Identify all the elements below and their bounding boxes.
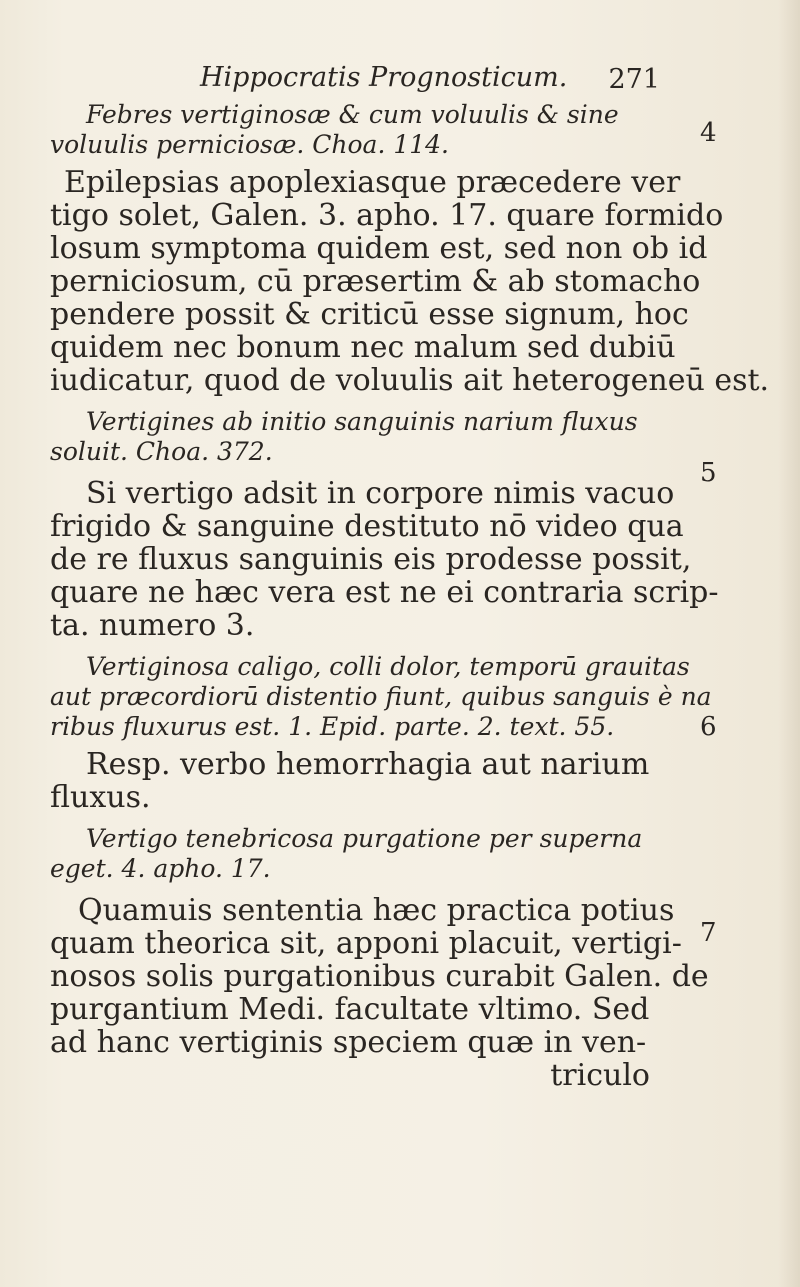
commentary-line: Si vertigo adsit in corpore nimis vacuo [86, 476, 675, 511]
aphorism-line: Vertigines ab initio sanguinis narium fluxus [86, 407, 638, 436]
commentary-line: nosos solis purgationibus curabit Galen. de [50, 959, 709, 994]
margin-number-7: 7 [700, 918, 717, 948]
aphorism-line: eget. 4. apho. 17. [50, 854, 271, 883]
aphorism-5 [50, 407, 660, 467]
aphorism-7 [50, 824, 660, 884]
commentary-line: losum symptoma quidem est, sed non ob id [50, 231, 708, 266]
margin-number-4: 4 [700, 118, 717, 148]
aphorism-line: soluit. Choa. 372. [50, 437, 273, 466]
aphorism-line: Febres vertiginosæ & cum voluulis & sine [86, 100, 619, 129]
margin-number-6: 6 [700, 712, 717, 742]
aphorism-line: ribus fluxurus est. 1. Epid. parte. 2. text. 55. [50, 712, 615, 741]
commentary-line: quare ne hæc vera est ne ei contraria scrip- [50, 575, 719, 610]
page-edge-shadow [778, 0, 800, 1287]
aphorism-line: Vertigo tenebricosa purgatione per superna [86, 824, 643, 853]
commentary-line: Resp. verbo hemorrhagia aut narium [86, 747, 650, 782]
commentary-line: purgantium Medi. facultate vltimo. Sed [50, 992, 650, 1027]
commentary-6 [50, 748, 660, 814]
aphorism-line: aut præcordiorū distentio fiunt, quibus sanguis è na [50, 682, 712, 711]
commentary-line: ta. numero 3. [50, 608, 255, 643]
commentary-5 [50, 476, 719, 643]
commentary-line: Quamuis sententia hæc practica potius [78, 893, 675, 928]
commentary-line: iudicatur, quod de voluulis ait heterogeneū est. [50, 363, 770, 398]
commentary-line: Epilepsias apoplexiasque præcedere ver [64, 165, 681, 200]
aphorism-6 [50, 652, 712, 742]
commentary-line: quam theorica sit, apponi placuit, vertigi- [50, 926, 682, 961]
page-number: 271 [608, 64, 660, 95]
commentary-line: ad hanc vertiginis speciem quæ in ven- [50, 1025, 647, 1060]
commentary-line: frigido & sanguine destituto nō video qua [50, 509, 684, 544]
commentary-line: de re fluxus sanguinis eis prodesse possit, [50, 542, 692, 577]
text-block [50, 62, 770, 1093]
aphorism-line: voluulis perniciosæ. Choa. 114. [50, 130, 449, 159]
commentary-line: perniciosum, cū præsertim & ab stomacho [50, 264, 701, 299]
commentary-line: quidem nec bonum nec malum sed dubiū [50, 330, 676, 365]
catchword: triculo [550, 1058, 650, 1093]
commentary-line: tigo solet, Galen. 3. apho. 17. quare formido [50, 198, 724, 233]
page-header [50, 62, 660, 100]
commentary-line: pendere possit & criticū esse signum, hoc [50, 297, 689, 332]
margin-number-5: 5 [700, 458, 717, 488]
running-head: Hippocratis Prognosticum. [200, 62, 568, 93]
aphorism-line: Vertiginosa caligo, colli dolor, temporū grauitas [86, 652, 690, 681]
commentary-line: fluxus. [50, 780, 151, 815]
aphorism-4 [50, 100, 660, 160]
commentary-4 [50, 165, 770, 398]
commentary-7 [50, 893, 709, 1093]
